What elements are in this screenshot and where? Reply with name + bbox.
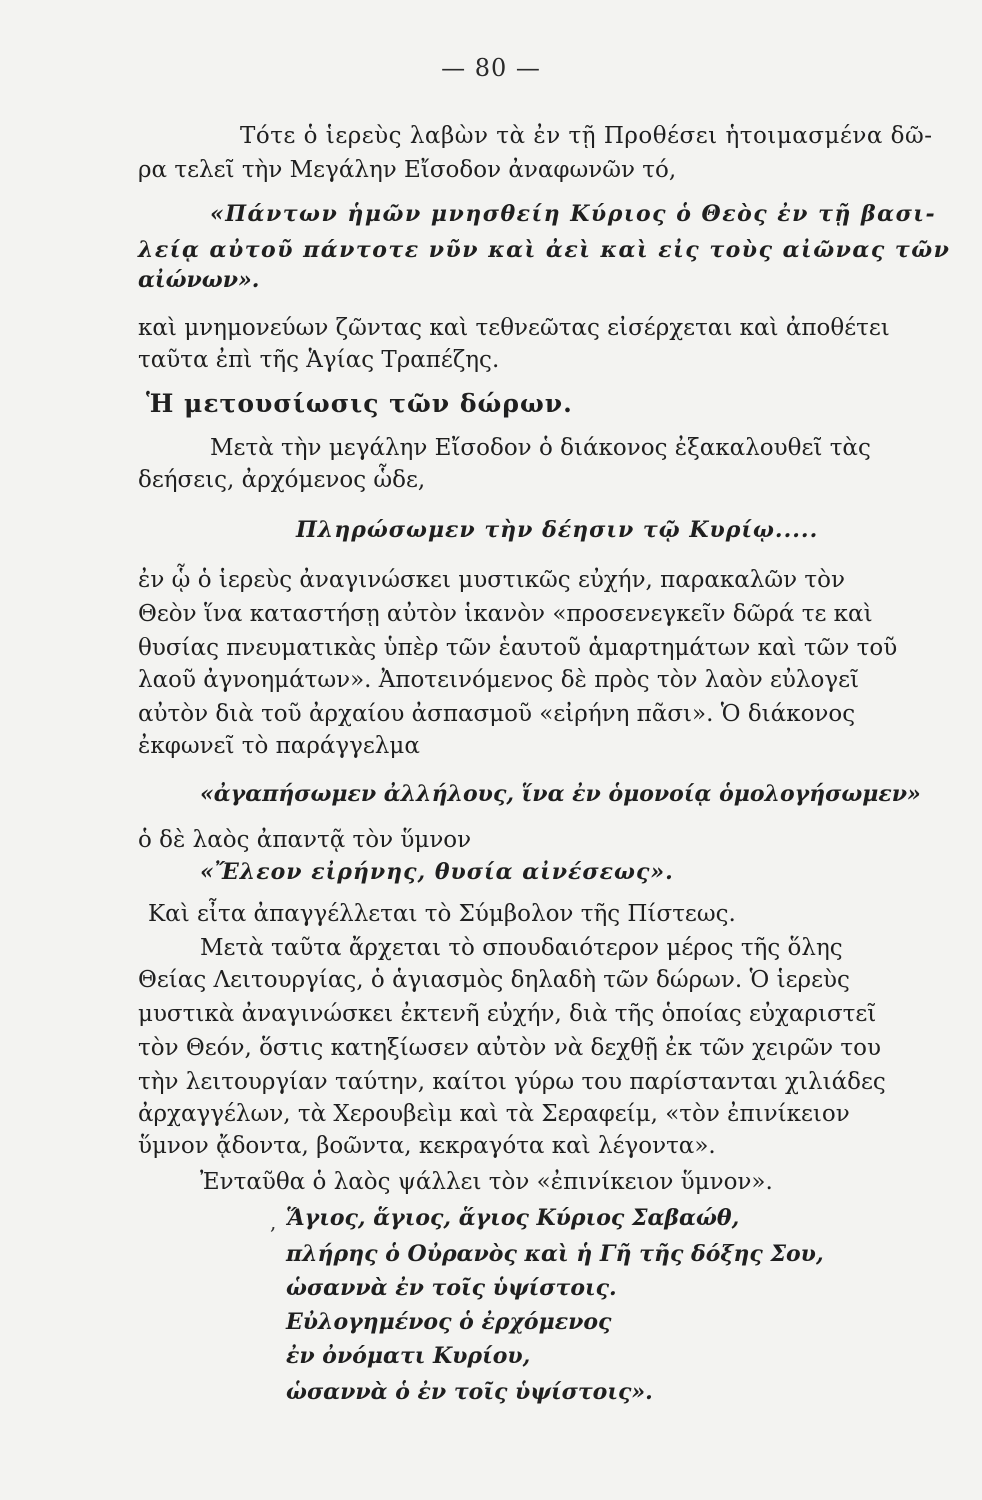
hymn-line: ὡσαννὰ ὁ ἐν τοῖς ὑψίστοις». bbox=[286, 1379, 653, 1405]
text-line: τὸν Θεόν, ὅστις κατηξίωσεν αὐτὸν νὰ δεχθῇ ἐκ τῶν χειρῶν του bbox=[138, 1035, 881, 1061]
hymn-line: Εὐλογημένος ὁ ἐρχόμενος bbox=[286, 1309, 612, 1335]
text-line: λαοῦ ἀγνοημάτων». Ἀποτεινόμενος δὲ πρὸς τὸν λαὸν εὐλογεῖ bbox=[138, 667, 860, 693]
quote-line: «Ἔλεον εἰρήνης, θυσία αἰνέσεως». bbox=[200, 859, 674, 885]
text-line: θυσίας πνευματικὰς ὑπὲρ τῶν ἑαυτοῦ ἁμαρτημάτων καὶ τῶν τοῦ bbox=[138, 635, 898, 661]
hymn-line: Ἅγιος, ἅγιος, ἅγιος Κύριος Σαβαώθ, bbox=[286, 1205, 740, 1231]
text-line: ὁ δὲ λαὸς ἀπαντᾷ τὸν ὕμνον bbox=[138, 827, 472, 853]
hymn-line: ἐν ὀνόματι Κυρίου, bbox=[286, 1343, 531, 1369]
text-line: ἐν ᾧ ὁ ἱερεὺς ἀναγινώσκει μυστικῶς εὐχήν, παρακαλῶν τὸν bbox=[138, 567, 845, 593]
text-line: Θεὸν ἵνα καταστήσῃ αὐτὸν ἱκανὸν «προσενεγκεῖν δῶρά τε καὶ bbox=[138, 601, 873, 627]
quote-line: Πληρώσωμεν τὴν δέησιν τῷ Κυρίῳ..... bbox=[296, 517, 819, 543]
section-heading: Ἡ μετουσίωσις τῶν δώρων. bbox=[146, 389, 573, 418]
page-number: — 80 — bbox=[441, 54, 541, 82]
hymn-line: πλήρης ὁ Οὐρανὸς καὶ ἡ Γῆ τῆς δόξης Σου, bbox=[286, 1241, 824, 1267]
text-line: Ἐνταῦθα ὁ λαὸς ψάλλει τὸν «ἐπινίκειον ὕμνον». bbox=[200, 1169, 773, 1195]
quote-line: «Πάντων ἡμῶν μνησθείη Κύριος ὁ Θεὸς ἐν τῇ βασι- bbox=[210, 201, 937, 227]
text-line: δεήσεις, ἀρχόμενος ὧδε, bbox=[138, 467, 426, 493]
text-line: καὶ μνημονεύων ζῶντας καὶ τεθνεῶτας εἰσέρχεται καὶ ἀποθέτει bbox=[138, 315, 890, 341]
quote-line: αἰώνων». bbox=[138, 267, 260, 293]
text-line: ἐκφωνεῖ τὸ παράγγελμα bbox=[138, 733, 420, 759]
quote-line: λείᾳ αὐτοῦ πάντοτε νῦν καὶ ἀεὶ καὶ εἰς τοὺς αἰῶνας τῶν bbox=[138, 237, 951, 263]
quote-line: «ἀγαπήσωμεν ἀλλήλους, ἵνα ἐν ὁμονοίᾳ ὁμολογήσωμεν» bbox=[200, 781, 921, 807]
text-line: τὴν λειτουργίαν ταύτην, καίτοι γύρω του παρίστανται χιλιάδες bbox=[138, 1069, 886, 1095]
text-line: Μετὰ τὴν μεγάλην Εἴσοδον ὁ διάκονος ἐξακαλουθεῖ τὰς bbox=[210, 435, 871, 461]
text-line: Καὶ εἶτα ἀπαγγέλλεται τὸ Σύμβολον τῆς Πίστεως. bbox=[148, 901, 736, 927]
hymn-line: ὡσαννὰ ἐν τοῖς ὑψίστοις. bbox=[286, 1275, 617, 1301]
text-line: ρα τελεῖ τὴν Μεγάλην Εἴσοδον ἀναφωνῶν τό, bbox=[138, 157, 677, 183]
text-line: μυστικὰ ἀναγινώσκει ἐκτενῆ εὐχήν, διὰ τῆς ὁποίας εὐχαριστεῖ bbox=[138, 1001, 877, 1027]
text-line: ὕμνον ᾄδοντα, βοῶντα, κεκραγότα καὶ λέγοντα». bbox=[138, 1133, 716, 1159]
text-line: Θείας Λειτουργίας, ὁ ἁγιασμὸς δηλαδὴ τῶν δώρων. Ὁ ἱερεὺς bbox=[138, 967, 850, 993]
text-line: ἀρχαγγέλων, τὰ Χερουβεὶμ καὶ τὰ Σεραφείμ, «τὸν ἐπινίκειον bbox=[138, 1101, 850, 1127]
text-line: ταῦτα ἐπὶ τῆς Ἁγίας Τραπέζης. bbox=[138, 347, 500, 373]
stray-mark: , bbox=[270, 1210, 277, 1234]
text-line: αὐτὸν διὰ τοῦ ἀρχαίου ἀσπασμοῦ «εἰρήνη πᾶσι». Ὁ διάκονος bbox=[138, 701, 856, 727]
text-line: Τότε ὁ ἱερεὺς λαβὼν τὰ ἐν τῇ Προθέσει ἡτοιμασμένα δῶ- bbox=[240, 123, 933, 149]
text-line: Μετὰ ταῦτα ἄρχεται τὸ σπουδαιότερον μέρος τῆς ὅλης bbox=[200, 935, 843, 961]
